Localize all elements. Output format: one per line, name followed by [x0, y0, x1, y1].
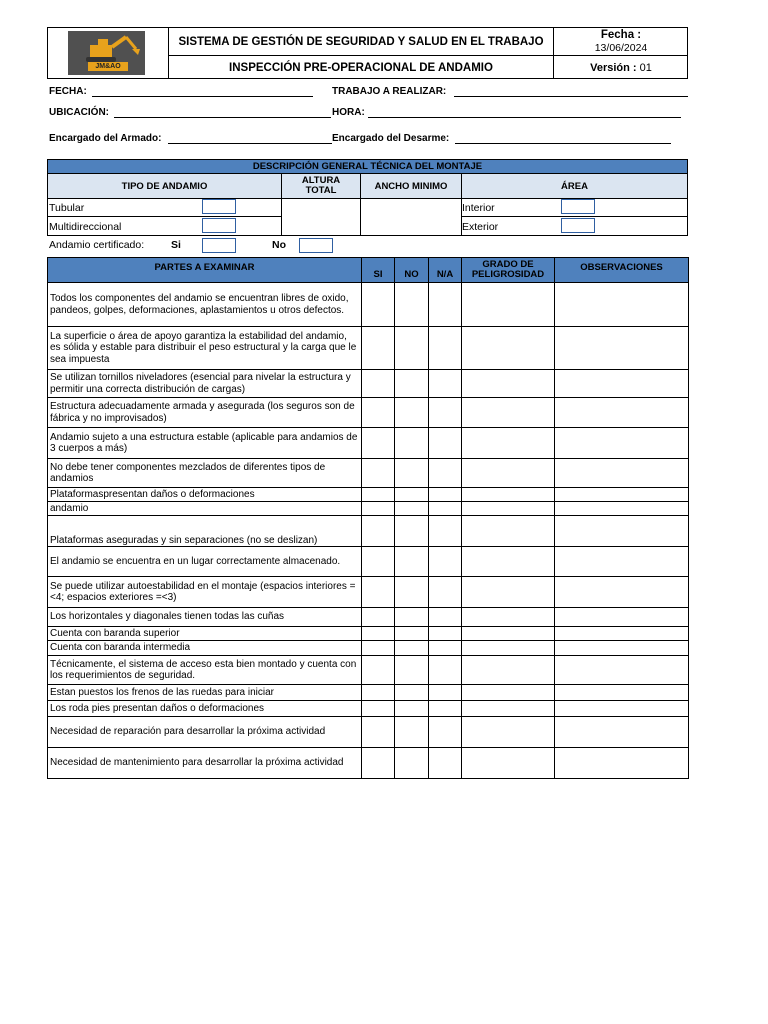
na-cell[interactable] — [429, 656, 462, 685]
certificado-si-checkbox[interactable] — [202, 238, 236, 253]
certificado-no-checkbox[interactable] — [299, 238, 333, 253]
grado-cell[interactable] — [462, 459, 555, 488]
na-cell[interactable] — [429, 327, 462, 370]
table-row — [48, 608, 689, 627]
na-cell[interactable] — [429, 370, 462, 398]
item-description: Técnicamente, el sistema de acceso esta bien montado y cuenta con los requerimientos de seguridad. — [48, 656, 362, 685]
grado-cell[interactable] — [462, 398, 555, 428]
observaciones-cell[interactable] — [555, 627, 689, 641]
no-cell[interactable] — [395, 701, 429, 717]
grado-cell[interactable] — [462, 516, 555, 547]
multidireccional-checkbox[interactable] — [202, 218, 236, 233]
si-cell[interactable] — [362, 488, 395, 502]
item-description: Se utilizan tornillos niveladores (esencial para nivelar la estructura y permitir una correcta distribución de cargas) — [48, 370, 362, 398]
observaciones-cell[interactable] — [555, 370, 689, 398]
no-cell[interactable] — [395, 608, 429, 627]
item-description: andamio — [48, 502, 362, 516]
table-row — [48, 656, 689, 685]
na-cell[interactable] — [429, 641, 462, 656]
no-cell[interactable] — [395, 459, 429, 488]
si-cell[interactable] — [362, 701, 395, 717]
inspection-body — [48, 283, 689, 779]
observaciones-cell[interactable] — [555, 516, 689, 547]
na-cell[interactable] — [429, 547, 462, 577]
observaciones-cell[interactable] — [555, 656, 689, 685]
grado-cell[interactable] — [462, 547, 555, 577]
grado-cell[interactable] — [462, 685, 555, 701]
si-cell[interactable] — [362, 627, 395, 641]
si-cell[interactable] — [362, 577, 395, 608]
col-area: ÁREA — [461, 173, 688, 199]
no-cell[interactable] — [395, 327, 429, 370]
item-description: La superficie o área de apoyo garantiza la estabilidad del andamio, es sólida y estable para distribuir el peso estructural y la carga que le sea impuesta — [48, 327, 362, 370]
item-description: Plataformas aseguradas y sin separaciones (no se deslizan) — [48, 516, 362, 547]
table-row — [48, 398, 689, 428]
item-description: Todos los componentes del andamio se encuentran libres de oxido, pandeos, golpes, deformaciones, aplastamientos u otros defectos. — [48, 283, 362, 327]
grado-cell[interactable] — [462, 502, 555, 516]
table-row — [48, 577, 689, 608]
date-value: 13/06/2024 — [594, 42, 648, 54]
certificado-no-label: No — [272, 239, 286, 251]
na-cell[interactable] — [429, 685, 462, 701]
na-cell[interactable] — [429, 488, 462, 502]
item-description: Los roda pies presentan daños o deformaciones — [48, 701, 362, 717]
observaciones-cell[interactable] — [555, 608, 689, 627]
na-cell[interactable] — [429, 627, 462, 641]
na-cell[interactable] — [429, 701, 462, 717]
item-description: Cuenta con baranda intermedia — [48, 641, 362, 656]
no-cell[interactable] — [395, 283, 429, 327]
item-description: Estan puestos los frenos de las ruedas para iniciar — [48, 685, 362, 701]
grado-cell[interactable] — [462, 608, 555, 627]
no-cell[interactable] — [395, 577, 429, 608]
table-row — [48, 717, 689, 748]
si-cell[interactable] — [362, 656, 395, 685]
observaciones-cell[interactable] — [555, 701, 689, 717]
table-row — [48, 502, 689, 516]
si-cell[interactable] — [362, 516, 395, 547]
item-description: Plataformaspresentan daños o deformaciones — [48, 488, 362, 502]
table-row — [48, 327, 689, 370]
no-cell[interactable] — [395, 717, 429, 748]
na-cell[interactable] — [429, 502, 462, 516]
na-cell[interactable] — [429, 516, 462, 547]
na-cell[interactable] — [429, 717, 462, 748]
col-altura-total: ALTURA TOTAL — [281, 173, 361, 199]
table-row — [48, 283, 689, 327]
na-cell[interactable] — [429, 577, 462, 608]
tipo-tubular-label: Tubular — [49, 202, 85, 214]
table-row — [48, 701, 689, 717]
fecha-line[interactable] — [92, 96, 313, 97]
si-cell[interactable] — [362, 428, 395, 459]
item-description: Andamio sujeto a una estructura estable (aplicable para andamios de 3 cuerpos a más) — [48, 428, 362, 459]
no-cell[interactable] — [395, 685, 429, 701]
table-row — [48, 641, 689, 656]
ubicacion-line[interactable] — [114, 117, 331, 118]
certificado-label: Andamio certificado: — [49, 239, 145, 251]
item-description: Estructura adecuadamente armada y asegurada (los seguros son de fábrica y no improvisados) — [48, 398, 362, 428]
system-title: SISTEMA DE GESTIÓN DE SEGURIDAD Y SALUD EN EL TRABAJO — [178, 35, 544, 48]
col-ancho-minimo: ANCHO MINIMO — [360, 173, 462, 199]
interior-checkbox[interactable] — [561, 199, 595, 214]
no-cell[interactable] — [395, 488, 429, 502]
ubicacion-label: UBICACIÓN: — [49, 107, 109, 118]
certificado-si-label: Si — [171, 239, 181, 251]
na-cell[interactable] — [429, 398, 462, 428]
si-cell[interactable] — [362, 717, 395, 748]
grado-cell[interactable] — [462, 327, 555, 370]
table-row — [48, 748, 689, 779]
desarme-label: Encargado del Desarme: — [332, 133, 450, 144]
montaje-div-1 — [281, 198, 282, 236]
inspection-table — [47, 257, 689, 779]
logo-text: JM&AO — [88, 62, 128, 71]
grado-cell[interactable] — [462, 488, 555, 502]
grado-cell[interactable] — [462, 641, 555, 656]
na-cell[interactable] — [429, 459, 462, 488]
observaciones-cell[interactable] — [555, 502, 689, 516]
item-description: Necesidad de mantenimiento para desarrollar la próxima actividad — [48, 748, 362, 779]
si-cell[interactable] — [362, 370, 395, 398]
observaciones-cell[interactable] — [555, 577, 689, 608]
no-cell[interactable] — [395, 370, 429, 398]
trabajo-label: TRABAJO A REALIZAR: — [332, 86, 447, 97]
na-cell[interactable] — [429, 748, 462, 779]
si-cell[interactable] — [362, 608, 395, 627]
si-cell[interactable] — [362, 502, 395, 516]
header-na: N/A — [429, 258, 462, 283]
item-description: Cuenta con baranda superior — [48, 627, 362, 641]
si-cell[interactable] — [362, 641, 395, 656]
tubular-checkbox[interactable] — [202, 199, 236, 214]
no-cell[interactable] — [395, 656, 429, 685]
grado-cell[interactable] — [462, 370, 555, 398]
observaciones-cell[interactable] — [555, 398, 689, 428]
si-cell[interactable] — [362, 398, 395, 428]
item-description: No debe tener componentes mezclados de diferentes tipos de andamios — [48, 459, 362, 488]
table-row — [48, 370, 689, 398]
observaciones-cell[interactable] — [555, 641, 689, 656]
no-cell[interactable] — [395, 627, 429, 641]
observaciones-cell[interactable] — [555, 428, 689, 459]
na-cell[interactable] — [429, 428, 462, 459]
si-cell[interactable] — [362, 459, 395, 488]
no-cell[interactable] — [395, 398, 429, 428]
si-cell[interactable] — [362, 748, 395, 779]
armado-line[interactable] — [168, 143, 332, 144]
table-row — [48, 547, 689, 577]
si-cell[interactable] — [362, 547, 395, 577]
item-description: Se puede utilizar autoestabilidad en el montaje (espacios interiores =<4; espacios exteriores =<3) — [48, 577, 362, 608]
grado-cell[interactable] — [462, 627, 555, 641]
grado-cell[interactable] — [462, 701, 555, 717]
item-description: El andamio se encuentra en un lugar correctamente almacenado. — [48, 547, 362, 577]
montaje-div-2 — [360, 198, 361, 236]
no-cell[interactable] — [395, 547, 429, 577]
tipo-multidireccional-label: Multidireccional — [49, 221, 122, 233]
trabajo-line[interactable] — [454, 96, 688, 97]
grado-cell[interactable] — [462, 577, 555, 608]
na-cell[interactable] — [429, 608, 462, 627]
grado-cell[interactable] — [462, 656, 555, 685]
date-label: Fecha : — [600, 29, 642, 41]
table-row — [48, 428, 689, 459]
header-partes: PARTES A EXAMINAR — [48, 258, 362, 283]
version-block — [554, 56, 688, 79]
area-interior-label: Interior — [462, 202, 495, 214]
table-row — [48, 685, 689, 701]
si-cell[interactable] — [362, 327, 395, 370]
table-row — [48, 488, 689, 502]
table-row — [48, 516, 689, 547]
grado-cell[interactable] — [462, 428, 555, 459]
fecha-label: FECHA: — [49, 86, 87, 97]
header-observaciones: OBSERVACIONES — [555, 258, 689, 283]
header-si: SI — [362, 258, 395, 283]
version-label: Versión : — [590, 61, 637, 74]
no-cell[interactable] — [395, 428, 429, 459]
armado-label: Encargado del Armado: — [49, 133, 162, 144]
montaje-row-line-left — [47, 216, 282, 217]
exterior-checkbox[interactable] — [561, 218, 595, 233]
grado-cell[interactable] — [462, 748, 555, 779]
version-value: 01 — [639, 61, 652, 74]
observaciones-cell[interactable] — [555, 717, 689, 748]
table-row — [48, 627, 689, 641]
no-cell[interactable] — [395, 516, 429, 547]
desarme-line[interactable] — [455, 143, 671, 144]
header-no: NO — [395, 258, 429, 283]
observaciones-cell[interactable] — [555, 748, 689, 779]
grado-cell[interactable] — [462, 717, 555, 748]
observaciones-cell[interactable] — [555, 488, 689, 502]
si-cell[interactable] — [362, 283, 395, 327]
observaciones-cell[interactable] — [555, 459, 689, 488]
observaciones-cell[interactable] — [555, 283, 689, 327]
observaciones-cell[interactable] — [555, 685, 689, 701]
grado-cell[interactable] — [462, 283, 555, 327]
observaciones-cell[interactable] — [555, 327, 689, 370]
no-cell[interactable] — [395, 502, 429, 516]
item-description: Los horizontales y diagonales tienen todas las cuñas — [48, 608, 362, 627]
form-title: INSPECCIÓN PRE-OPERACIONAL DE ANDAMIO — [229, 61, 493, 74]
header-grado: GRADO DE PELIGROSIDAD — [462, 258, 555, 283]
area-exterior-label: Exterior — [462, 221, 499, 233]
na-cell[interactable] — [429, 283, 462, 327]
montaje-title: DESCRIPCIÓN GENERAL TÉCNICA DEL MONTAJE — [47, 159, 688, 174]
table-row — [48, 459, 689, 488]
observaciones-cell[interactable] — [555, 547, 689, 577]
hora-label: HORA: — [332, 107, 365, 118]
item-description: Necesidad de reparación para desarrollar la próxima actividad — [48, 717, 362, 748]
montaje-row-line-right — [461, 216, 688, 217]
hora-line[interactable] — [368, 117, 681, 118]
no-cell[interactable] — [395, 641, 429, 656]
col-tipo-andamio: TIPO DE ANDAMIO — [47, 173, 282, 199]
si-cell[interactable] — [362, 685, 395, 701]
no-cell[interactable] — [395, 748, 429, 779]
company-logo — [68, 31, 145, 75]
